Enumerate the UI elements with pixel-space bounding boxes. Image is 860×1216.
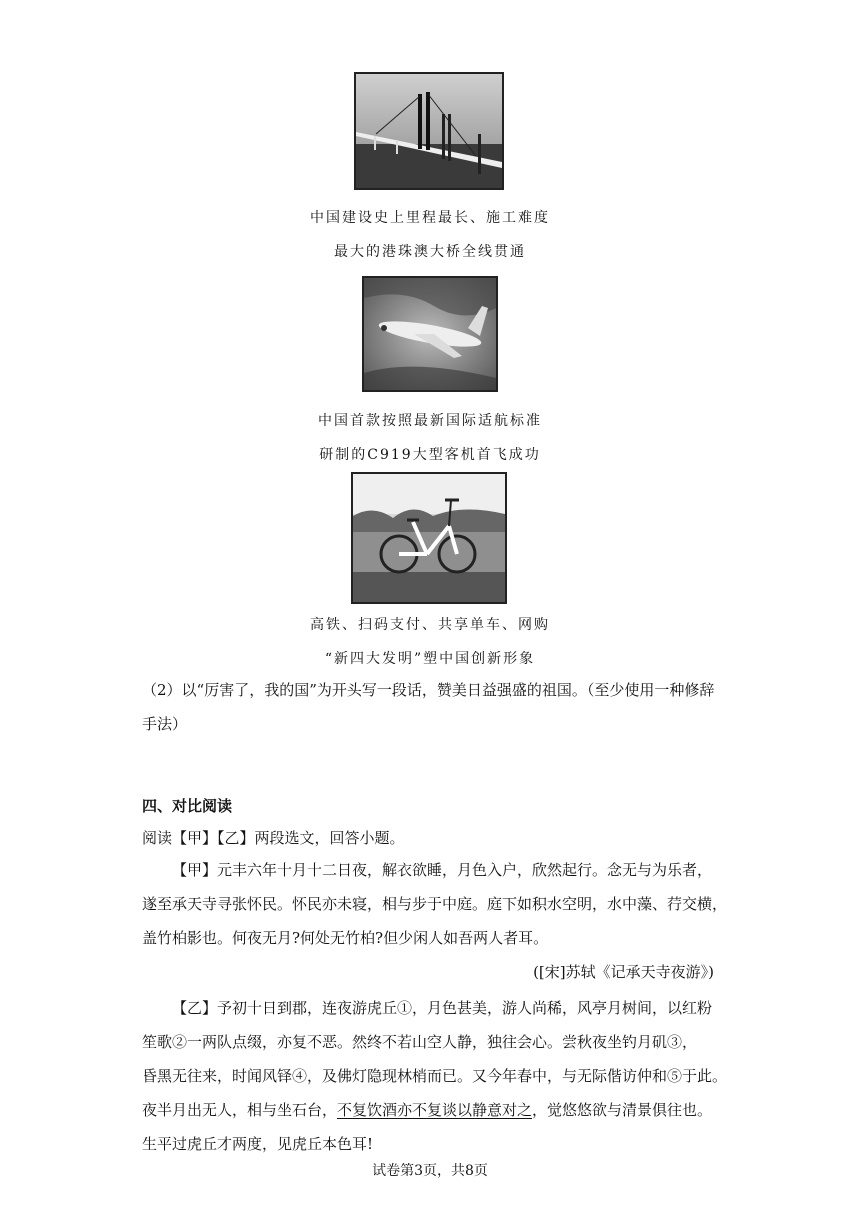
question-2-line-2: 手法） [142,715,188,733]
passage-jia-line-1: 【甲】元丰六年十月十二日夜，解衣欲睡，月色入户，欣然起行。念无与为乐者， [172,861,713,879]
bridge-illustration [356,74,502,188]
section-4-heading: 四、对比阅读 [142,797,233,815]
passage-jia-line-3: 盖竹柏影也。何夜无月?何处无竹柏?但少闲人如吾两人者耳。 [142,929,549,947]
section-4-intro: 阅读【甲】【乙】两段选文，回答小题。 [142,829,405,847]
airplane-caption-line-2: 研制的C919大型客机首飞成功 [319,447,541,463]
airplane-caption-line-1: 中国首款按照最新国际适航标准 [318,413,542,429]
question-2-line-1: （2）以“厉害了，我的国”为开头写一段话，赞美日益强盛的祖国。（至少使用一种修辞 [142,681,715,699]
passage-jia-line-2: 遂至承天寺寻张怀民。怀民亦未寝，相与步于中庭。庭下如积水空明，水中藻、荇交横， [142,895,728,913]
passage-yi-line-3: 昏黑无往来，时闻风铎④，及佛灯隐现林梢而已。又今年春中，与无际偕访仲和⑤于此。 [142,1067,728,1085]
bicycle-caption-line-1: 高铁、扫码支付、共享单车、网购 [310,617,550,633]
passage-yi-line-1: 【乙】予初十日到郡，连夜游虎丘①，月色甚美，游人尚稀，风亭月树间，以红粉 [172,999,713,1017]
page-footer: 试卷第3页，共8页 [372,1163,488,1179]
underlined-sentence: 不复饮酒亦不复谈以静意对之 [337,1101,533,1119]
bridge-caption-line-1: 中国建设史上里程最长、施工难度 [310,210,550,226]
passage-jia-source: ([宋]苏轼《记承天寺夜游》) [533,963,714,981]
bicycle-illustration [353,474,505,602]
airplane-illustration [364,278,496,390]
bridge-caption-line-2: 最大的港珠澳大桥全线贯通 [334,244,526,260]
passage-yi-line-4-after: ，觉悠悠欲与清景俱往也。 [532,1101,713,1119]
passage-yi-line-4 [142,1099,712,1120]
bicycle-photo [351,472,507,604]
bicycle-caption-line-2: “新四大发明”塑中国创新形象 [324,651,536,667]
passage-yi-line-5: 生平过虎丘才两度，见虎丘本色耳! [142,1135,374,1153]
passage-yi-line-4-before: 夜半月出无人，相与坐石台， [142,1101,338,1119]
passage-yi-line-2: 笙歌②一两队点缀，亦复不恶。然终不若山空人静，独往会心。尝秋夜坐钓月矶③， [142,1033,698,1051]
airplane-photo [362,276,498,392]
bridge-photo [354,72,504,190]
